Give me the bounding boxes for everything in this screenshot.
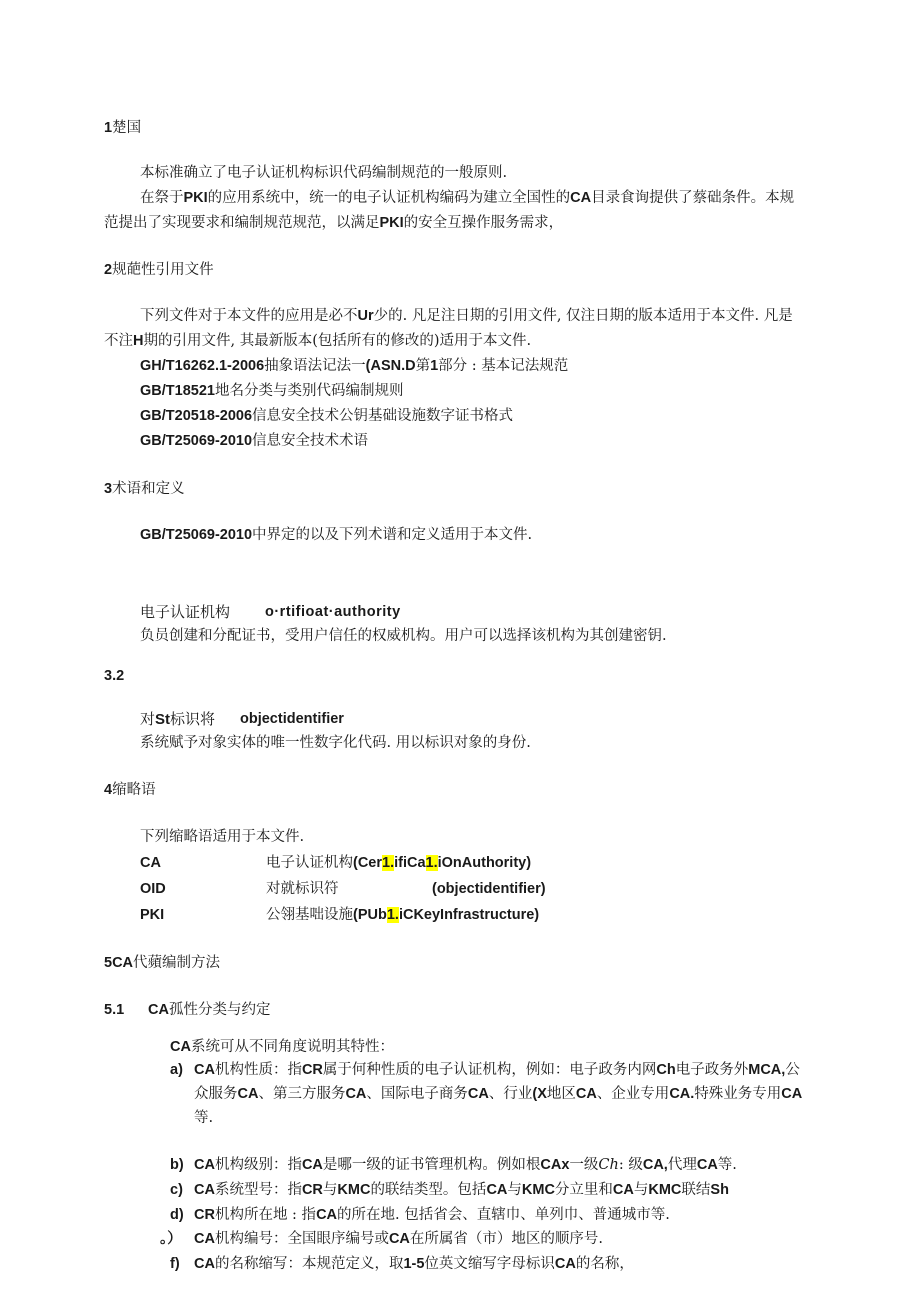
- term-1-english: o·rtifioat·authority: [265, 604, 401, 620]
- list-marker: d): [170, 1207, 184, 1223]
- paragraph: 下列缩略语适用于本文件.: [140, 829, 305, 845]
- list-item-line: CA系统型号：指CR与KMC的联结类型。包括CA与KMC分立里和CA与KMC联结Sh: [194, 1182, 729, 1198]
- abbr-term: CA: [140, 855, 161, 871]
- list-item-line: CA的名称缩写：本规范定义，取1-5位英文缩写字母标识CA的名称，: [194, 1256, 634, 1272]
- list-item-line: CA机构编号：全国眼序编号或CA在所属省（市）地区的顺序号.: [194, 1231, 604, 1247]
- list-item-line: CA机构级别：指CA是哪一级的证书管理机构。例如根CAx一级Ch: 级CA,代理CA等.: [194, 1157, 737, 1173]
- reference-item: GB/T25069-2010信息安全技术术语: [140, 433, 369, 449]
- list-marker: b): [170, 1157, 184, 1173]
- paragraph: 本标准确立了电子认证机构标识代码编制规范的一般原则.: [140, 165, 508, 181]
- term-2-definition: 系统赋予对象实体的唯一性数字化代码. 用以标识对象的身份.: [140, 735, 531, 751]
- list-marker: a): [170, 1062, 183, 1078]
- paragraph: 下列文件对于本文件的应用是必不Ur少的. 凡足注日期的引用文件, 仅注日期的版本适用于本文件. 凡是: [140, 308, 793, 324]
- term-2-english: objectidentifier: [240, 711, 344, 727]
- paragraph: CA系统可从不同角度说明其特性：: [170, 1039, 394, 1055]
- reference-item: GB/T20518-2006信息安全技术公钥基础设施数字证书格式: [140, 408, 514, 424]
- paragraph: 在祭于PKI的应用系统中，统一的电子认证机构编码为建立全国性的CA目录食询提供了蔡础条件。本规: [140, 190, 795, 206]
- paragraph: 不注H期的引用文件, 其最新版本(包括所有的修改的)适用于本文件.: [104, 333, 532, 349]
- term-2-chinese: 对St标识将: [140, 710, 216, 728]
- subclause-number: 5.1: [104, 1002, 125, 1018]
- section-5-heading: 5CA代蘋编制方法: [104, 955, 221, 971]
- abbr-expansion-en: (objectidentifier): [432, 881, 546, 897]
- abbr-expansion-zh: 对就标识符: [266, 881, 339, 897]
- list-marker: 。）: [160, 1231, 182, 1247]
- section-4-heading: 4缩略语: [104, 782, 156, 798]
- list-marker: c): [170, 1182, 183, 1198]
- list-item-line: 众服务CA、第三方服务CA、国际电子商务CA、行业(X地区CA、企业专用CA.特殊业务专用CA: [194, 1086, 803, 1102]
- section-3-heading: 3术语和定义: [104, 481, 185, 497]
- section-2-heading: 2规葩性引用文件: [104, 262, 214, 278]
- term-1-definition: 负员创建和分配证书，受用户信任的权威机构。用户可以选择该机构为其创建密钥.: [140, 628, 667, 644]
- term-1-chinese: 电子认证机构: [140, 603, 231, 621]
- abbr-term: PKI: [140, 907, 165, 923]
- abbr-term: OID: [140, 881, 166, 897]
- section-1-heading: 1楚国: [104, 120, 142, 136]
- abbr-expansion: 公翎基咄设施(PUb1.iCKeyInfrastructure): [266, 907, 540, 923]
- reference-item: GH/T16262.1-2006抽象语法记法一(ASN.D第1部分 : 基本记法规范: [140, 358, 569, 374]
- list-item-line: 等.: [194, 1110, 214, 1126]
- clause-number: 3.2: [104, 668, 125, 684]
- abbr-expansion: 电子认证机构(Cer1.ifiCa1.iOnAuthority): [266, 855, 532, 871]
- list-item-line: CA机构性质：指CR属于何种性质的电子认证机构，例如：电子政务内网Ch电子政务外MCA,公: [194, 1062, 800, 1078]
- subclause-title: CA孤性分类与约定: [148, 1002, 271, 1018]
- paragraph: GB/T25069-2010中界定的以及下列术谱和定义适用于本文件.: [140, 527, 533, 543]
- list-item-line: CR机构所在地 : 指CA的所在地. 包括省会、直辖巾、单列巾、普通城市等.: [194, 1207, 670, 1223]
- list-marker: f): [170, 1256, 180, 1272]
- paragraph: 范提出了实现要求和编制规范规范，以满足PKI的安全互操作服务需求，: [104, 215, 564, 231]
- reference-item: GB/T18521地名分类与类别代码编制规则: [140, 383, 404, 399]
